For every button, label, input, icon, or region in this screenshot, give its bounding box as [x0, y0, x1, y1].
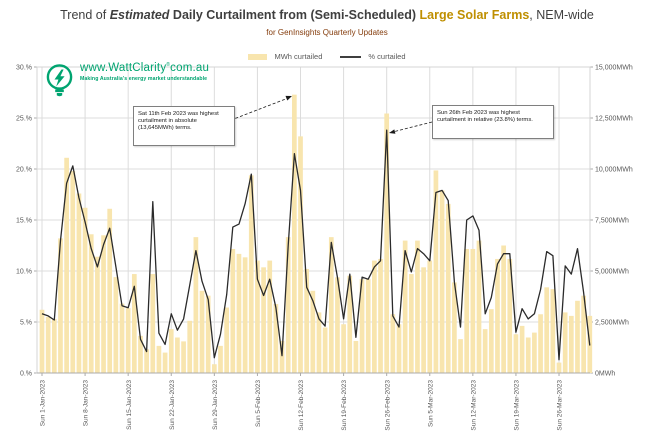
bar-mwh-curtailed: [157, 346, 162, 373]
bar-mwh-curtailed: [46, 317, 51, 373]
bar-mwh-curtailed: [95, 257, 100, 373]
logo-tagline: Making Australia's energy market understandable: [80, 76, 208, 82]
x-tick-label: Sun 8-Jan-2023: [82, 380, 90, 427]
bar-mwh-curtailed: [224, 308, 229, 373]
x-tick-label: Sun 12-Feb-2023: [298, 380, 306, 431]
x-tick-label: Sun 26-Mar-2023: [556, 380, 564, 431]
bar-mwh-curtailed: [501, 246, 506, 374]
bar-mwh-curtailed: [557, 363, 562, 373]
bar-mwh-curtailed: [126, 308, 131, 373]
annotation-arrowhead-icon: [389, 129, 395, 133]
bar-mwh-curtailed: [298, 136, 303, 373]
bar-mwh-curtailed: [114, 277, 119, 373]
y-left-tick-label: 10.%: [16, 268, 32, 276]
title-highlight: Large Solar Farms: [419, 8, 530, 22]
x-tick-label: Sun 29-Jan-2023: [211, 380, 219, 430]
y-right-tick-label: 0MWh: [595, 370, 616, 378]
y-right-tick-label: 2,500MWh: [595, 319, 629, 327]
bar-mwh-curtailed: [292, 95, 297, 373]
bar-mwh-curtailed: [514, 334, 519, 373]
bar-mwh-curtailed: [163, 353, 168, 373]
bar-mwh-curtailed: [64, 158, 69, 373]
x-tick-label: Sun 19-Mar-2023: [513, 380, 521, 431]
bar-mwh-curtailed: [323, 328, 328, 373]
bar-mwh-curtailed: [421, 267, 426, 373]
bar-mwh-curtailed: [397, 324, 402, 373]
legend-bars-label: MWh curtailed: [274, 52, 323, 61]
bar-mwh-curtailed: [532, 333, 537, 373]
bar-mwh-curtailed: [520, 326, 525, 373]
x-tick-label: Sun 5-Feb-2023: [255, 380, 263, 427]
title-suffix: , NEM-wide: [529, 8, 594, 22]
annotation-absolute-peak: Sat 11th Feb 2023 was highest curtailment in absolute (13,645MWh) terms.: [133, 106, 235, 146]
bar-mwh-curtailed: [390, 314, 395, 373]
title-emphasis: Estimated: [109, 8, 170, 22]
bar-mwh-curtailed: [230, 249, 235, 373]
bar-mwh-curtailed: [77, 193, 82, 373]
x-tick-label: Sun 5-Mar-2023: [427, 380, 435, 427]
bar-mwh-curtailed: [237, 254, 242, 373]
x-tick-label: Sun 19-Feb-2023: [341, 380, 349, 431]
annotation-relative-peak: Sun 26th Feb 2023 was highest curtailment in relative (23.8%) terms.: [432, 105, 554, 139]
bar-mwh-curtailed: [267, 261, 272, 373]
title-prefix: Trend of: [60, 8, 110, 22]
bar-mwh-curtailed: [218, 346, 223, 373]
bar-mwh-curtailed: [212, 364, 217, 373]
registered-mark: ®: [166, 62, 171, 69]
bar-mwh-curtailed: [372, 261, 377, 373]
bar-mwh-curtailed: [489, 309, 494, 373]
bar-mwh-curtailed: [569, 316, 574, 373]
bar-mwh-curtailed: [378, 259, 383, 373]
bar-mwh-curtailed: [206, 296, 211, 373]
bar-mwh-curtailed: [40, 310, 45, 373]
bar-mwh-curtailed: [261, 267, 266, 373]
bar-mwh-curtailed: [427, 261, 432, 373]
bar-mwh-curtailed: [354, 341, 359, 373]
bar-mwh-curtailed: [169, 329, 174, 373]
bar-mwh-curtailed: [409, 274, 414, 373]
bar-mwh-curtailed: [458, 339, 463, 373]
bar-mwh-curtailed: [526, 338, 531, 374]
bar-mwh-curtailed: [366, 279, 371, 373]
bar-mwh-curtailed: [150, 274, 155, 373]
bar-mwh-curtailed: [440, 190, 445, 373]
y-left-tick-label: 30.%: [16, 64, 32, 72]
bar-mwh-curtailed: [415, 241, 420, 373]
bar-mwh-curtailed: [483, 329, 488, 373]
annotation-arrow: [395, 122, 433, 132]
bar-mwh-curtailed: [83, 208, 88, 373]
bar-mwh-curtailed: [286, 237, 291, 373]
y-right-tick-label: 12,500MWh: [595, 115, 633, 123]
bar-mwh-curtailed: [200, 291, 205, 373]
bar-mwh-curtailed: [310, 291, 315, 373]
logo-url: www.WattClarity®com.au: [80, 62, 210, 74]
y-left-tick-label: 15.%: [16, 217, 32, 225]
bar-mwh-curtailed: [187, 321, 192, 373]
y-left-tick-label: 5.%: [19, 319, 32, 327]
bar-mwh-curtailed: [181, 341, 186, 373]
bar-mwh-curtailed: [575, 301, 580, 373]
chart-subtitle: for GenInsights Quarterly Updates: [266, 28, 388, 37]
bar-mwh-curtailed: [544, 287, 549, 373]
bar-mwh-curtailed: [243, 257, 248, 373]
bar-mwh-curtailed: [341, 324, 346, 373]
bar-mwh-curtailed: [403, 241, 408, 373]
bar-mwh-curtailed: [464, 249, 469, 373]
x-tick-label: Sun 15-Jan-2023: [125, 380, 133, 430]
y-right-tick-label: 10,000MWh: [595, 166, 633, 174]
bar-mwh-curtailed: [551, 289, 556, 373]
legend-line-label: % curtailed: [368, 52, 406, 61]
x-tick-label: Sun 1-Jan-2023: [39, 380, 47, 427]
bar-mwh-curtailed: [120, 304, 125, 373]
bar-mwh-curtailed: [52, 319, 57, 373]
y-right-tick-label: 15,000MWh: [595, 64, 633, 72]
title-middle: Daily Curtailment from (Semi-Scheduled): [169, 8, 420, 22]
bar-mwh-curtailed: [563, 312, 568, 373]
bar-mwh-curtailed: [144, 349, 149, 373]
bar-mwh-curtailed: [538, 314, 543, 373]
y-left-tick-label: 25.%: [16, 115, 32, 123]
y-right-tick-label: 5,000MWh: [595, 268, 629, 276]
y-right-tick-label: 7,500MWh: [595, 217, 629, 225]
y-left-tick-label: 20.%: [16, 166, 32, 174]
lightbulb-lightning-icon: [44, 63, 75, 100]
bar-mwh-curtailed: [70, 171, 75, 373]
bar-mwh-curtailed: [274, 304, 279, 373]
bar-mwh-curtailed: [101, 235, 106, 373]
x-tick-label: Sun 12-Mar-2023: [470, 380, 478, 431]
annotation-arrowhead-icon: [286, 96, 293, 101]
bar-mwh-curtailed: [471, 249, 476, 373]
wattclarity-logo: [44, 63, 209, 100]
y-left-tick-label: 0.%: [19, 370, 32, 378]
bar-mwh-curtailed: [175, 338, 180, 374]
bar-mwh-curtailed: [434, 170, 439, 373]
x-tick-label: Sun 22-Jan-2023: [168, 380, 176, 430]
x-tick-label: Sun 26-Feb-2023: [384, 380, 392, 431]
